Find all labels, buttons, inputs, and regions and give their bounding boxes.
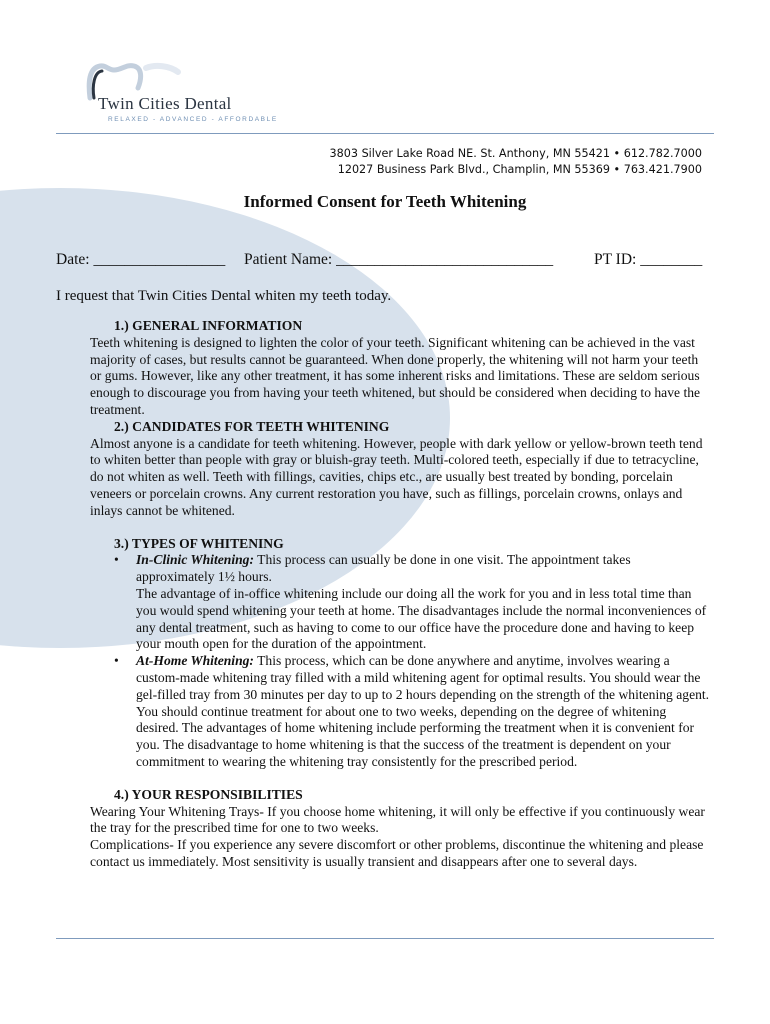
section-heading-general: 1.) GENERAL INFORMATION bbox=[114, 318, 303, 333]
date-field[interactable]: Date: _________________ bbox=[56, 251, 226, 268]
clinic-address bbox=[330, 146, 702, 177]
at-home-text: This process, which can be done anywhere and anytime, involves wearing a custom-made whitening tray filled with a mild whitening agent for optimal results. You should wear the gel-filled tray from 30 minutes per day to up to 2 hours depending on the strength of the whitening agent. You should continue treatment for about one to two weeks, depending on the degree of whitening desired. The advantages of home whitening include performing the treatment when it is convenient for you. The disadvantage to home whitening is that the success of the treatment is dependent on your commitment to wearing the whitening tray consistently for the prescribed period. bbox=[136, 653, 710, 769]
list-item-in-clinic bbox=[114, 552, 710, 653]
document-title: Informed Consent for Teeth Whitening bbox=[243, 192, 527, 211]
section-text-candidates: Almost anyone is a candidate for teeth whitening. However, people with dark yellow or yellow-brown teeth tend to whiten better than people with gray or bluish-gray teeth. Multi-colored teeth, especially if due to tetracycline, do not whiten as well. Teeth with fillings, cavities, chips etc., are usually best treated by bonding, porcelain veneers or porcelain crowns. Any current restoration you have, such as fillings, porcelain crowns, onlays and inlays cannot be whitened. bbox=[90, 435, 703, 518]
address-line-1: 3803 Silver Lake Road NE. St. Anthony, MN 55421 • 612.782.7000 bbox=[329, 147, 702, 160]
clinic-tagline: RELAXED - ADVANCED - AFFORDABLE bbox=[108, 116, 278, 123]
consent-body bbox=[90, 318, 710, 871]
in-clinic-text: This process can usually be done in one visit. The appointment takes approximately 1½ hours. bbox=[136, 552, 631, 585]
spacer bbox=[90, 520, 710, 536]
bullet-icon: • bbox=[114, 653, 119, 669]
in-clinic-label: In-Clinic Whitening: bbox=[136, 552, 254, 568]
responsibilities-complications: Complications- If you experience any severe discomfort or other problems, discontinue the whitening and please contact us immediately. Most sensitivity is usually transient and disappears after one to several days. bbox=[90, 837, 704, 869]
section-text-general: Teeth whitening is designed to lighten the color of your teeth. Significant whitening can be achieved in the vast majority of cases, but results cannot be guaranteed. When done properly, the whitening will not harm your teeth or gums. However, like any other treatment, it has some inherent risks and limitations. These are seldom serious enough to discourage you from having your teeth whitened, but should be considered when deciding to have the treatment. bbox=[90, 334, 701, 417]
spacer bbox=[90, 771, 710, 787]
patient-info-row bbox=[56, 251, 706, 271]
whitening-types-list bbox=[90, 552, 710, 770]
clinic-name: Twin Cities Dental bbox=[98, 94, 232, 113]
patient-name-field[interactable]: Patient Name: ____________________________ bbox=[244, 251, 554, 268]
in-clinic-text-2: The advantage of in-office whitening include our doing all the work for you and in less total time than you would spend whitening your teeth at home. The disadvantages include the normal inconveniences of any dental treatment, such as having to come to our office have the procedure done and having to keep your mouth open for the duration of the appointment. bbox=[136, 585, 707, 652]
header-divider bbox=[56, 133, 714, 134]
footer-divider bbox=[56, 938, 714, 939]
responsibilities-trays: Wearing Your Whitening Trays- If you choose home whitening, it will only be effective if you continuously wear the tray for the prescribed time for one to two weeks. bbox=[90, 803, 705, 836]
list-item-at-home bbox=[114, 653, 710, 771]
address-line-2: 12027 Business Park Blvd., Champlin, MN 55369 • 763.421.7900 bbox=[337, 162, 702, 176]
pt-id-field[interactable]: PT ID: ________ bbox=[594, 251, 703, 268]
section-heading-responsibilities: 4.) YOUR RESPONSIBILITIES bbox=[114, 786, 303, 802]
section-heading-types: 3.) TYPES OF WHITENING bbox=[114, 535, 284, 551]
section-heading-candidates: 2.) CANDIDATES FOR TEETH WHITENING bbox=[114, 418, 390, 434]
bullet-icon: • bbox=[114, 552, 119, 568]
request-statement: I request that Twin Cities Dental whiten my teeth today. bbox=[56, 288, 392, 304]
at-home-label: At-Home Whitening: bbox=[136, 653, 254, 669]
clinic-logo bbox=[86, 62, 286, 132]
